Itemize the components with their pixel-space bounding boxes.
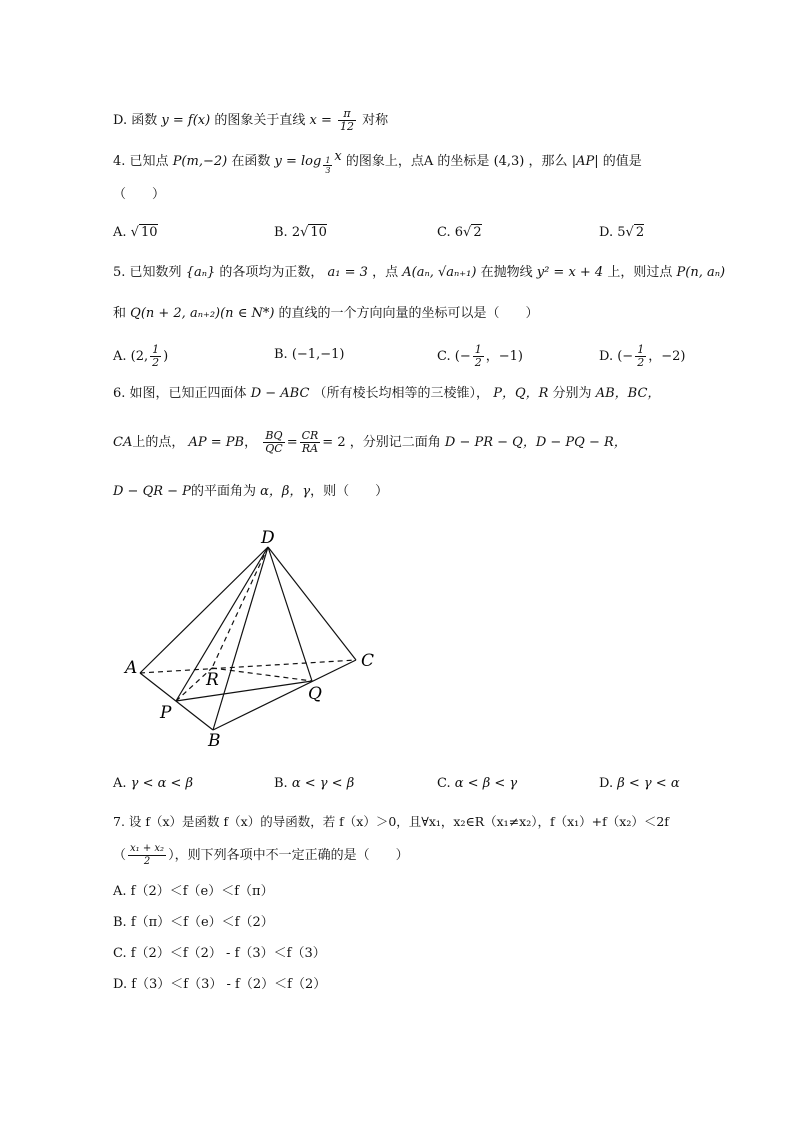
q6-opta-letter: A. (113, 776, 127, 791)
q4-func-var: x (334, 149, 342, 164)
q6-line2-d: ， (244, 435, 258, 450)
q3-optd-frac-num: π (338, 108, 356, 121)
q5-point-p: P(n, aₙ) (676, 265, 726, 280)
q4-optb-pre: 2 (291, 225, 301, 240)
label-p: P (160, 703, 172, 723)
label-a: A (125, 658, 138, 678)
q7-frac-den: 2 (143, 856, 151, 867)
q6-optd-letter: D. (599, 776, 614, 791)
label-q: Q (308, 684, 322, 704)
q6-line1-e: AB，BC， (595, 386, 661, 401)
q6-eq: = (286, 435, 298, 450)
edge-dq (268, 547, 312, 681)
q4-option-a: A. √ 10 (113, 225, 158, 240)
q5-text-d: 上，则过点 (607, 265, 673, 280)
q4-optb-rad: 10 (310, 225, 327, 240)
q4-paren: （ ） (113, 187, 166, 202)
q6-frac2 (300, 430, 321, 455)
label-d: D (261, 528, 275, 548)
q5-option-c (437, 344, 523, 369)
q3-optd-fraction (338, 108, 356, 133)
q6-optb-letter: B. (274, 776, 288, 791)
q6-line1-b: （所有棱长均相等的三棱锥）， (313, 386, 490, 401)
q4-log-den: 3 (325, 166, 331, 175)
q7-option-c: C. f（2）＜f（2） - f（3）＜f（3） (113, 946, 326, 961)
q4-option-b: B. 2√ 10 (274, 225, 327, 240)
q4-func-lhs: y = log (274, 154, 322, 169)
q6-line3-b: 的平面角为 (190, 484, 256, 499)
edge-dc (268, 547, 356, 660)
q3-option-d (113, 108, 388, 133)
q4-optc-letter: C. (437, 225, 451, 240)
q4-log-num: 1 (325, 156, 331, 165)
q7-option-d: D. f（3）＜f（3） - f（2）＜f（2） (113, 977, 327, 992)
q6-frac1-num: BQ (263, 430, 284, 443)
q4-text-b: 的图象上，点A 的坐标是 (345, 154, 490, 169)
q5-optc-num: 1 (474, 343, 482, 356)
q7-rest: ），则下列各项中不一定正确的是（ ） (168, 848, 409, 863)
q5-optd-letter: D. (599, 349, 614, 364)
q7-stem-line2 (113, 843, 409, 868)
q5-optc-pre: (− (454, 349, 471, 364)
q5-option-d (599, 344, 685, 369)
q5-optb-letter: B. (274, 347, 288, 362)
q4-optd-pre: 5 (617, 225, 626, 240)
q7-option-b: B. f（π）＜f（e）＜f（2） (113, 915, 274, 930)
q6-line1-a: 6. 如图，已知正四面体 (113, 386, 247, 401)
q6-opta-text: γ < α < β (130, 776, 194, 791)
tetrahedron-figure (120, 525, 390, 750)
q6-option-d (599, 775, 680, 793)
q3-optd-text-c: 对称 (362, 113, 389, 128)
q5-point-q: Q(n + 2, aₙ₊₂)(n ∈ N*) (130, 306, 275, 321)
q5-optd-frac (635, 344, 646, 369)
q5-number: 5. 已知数列 (113, 265, 182, 280)
q5-optc-frac (473, 344, 484, 369)
q6-line2-b: 上的点， (132, 435, 185, 450)
q4-optc-rad: 2 (473, 225, 482, 240)
q5-a1: a₁ = 3 (327, 265, 368, 280)
q6-frac1 (263, 430, 284, 455)
q5-opta-num: 1 (152, 343, 160, 356)
edge-rq (212, 668, 312, 681)
q6-frac2-den: RA (301, 442, 319, 455)
q5-optb-val: (−1,−1) (291, 347, 345, 362)
q5-opta-frac (150, 344, 161, 369)
q3-optd-func: y = f(x) (161, 113, 211, 128)
q6-frac2-num: CR (301, 429, 319, 442)
q5-stem-line2 (113, 305, 539, 323)
q4-text-d: 的值是 (602, 154, 642, 169)
q5-optd-den: 2 (637, 356, 645, 369)
q6-line2-e: ，分别记二面角 (349, 435, 441, 450)
q6-optd-text: β < γ < α (617, 776, 680, 791)
q4-point: P(m,−2) (172, 154, 228, 169)
q6-line3-d: ，则（ ） (310, 484, 389, 499)
q5-line2-b: 的直线的一个方向向量的坐标可以是（ ） (278, 306, 539, 321)
q5-optd-pre: (− (617, 349, 634, 364)
q5-opta-pre: (2, (130, 349, 149, 364)
q3-optd-text-b: 的图象关于直线 (214, 113, 306, 128)
q5-optc-post: ，−1) (485, 349, 523, 364)
label-c: C (361, 651, 375, 671)
q6-line2-f: D − PR − Q，D − PQ − R， (444, 435, 627, 450)
q6-line2-a: CA (113, 435, 133, 450)
q3-optd-x: x = (309, 113, 332, 128)
q6-option-c (437, 775, 517, 793)
q6-option-a (113, 775, 193, 793)
q6-stem-line2 (113, 430, 627, 455)
q6-line1-d: 分别为 (552, 386, 592, 401)
q6-tetra: D − ABC (250, 386, 310, 401)
q4-stem (113, 148, 642, 175)
q4-vector: |AP| (571, 154, 599, 169)
q4-optc-pre: 6 (454, 225, 464, 240)
q4-log-base (323, 156, 332, 175)
q4-optb-letter: B. (274, 225, 288, 240)
q6-line2-c: AP = PB (188, 435, 245, 450)
q3-optd-letter: D. (113, 113, 128, 128)
q5-opta-den: 2 (152, 356, 160, 369)
q7-stem-line1: 7. 设 f（x）是函数 f（x）的导函数，若 f（x）＞0，且∀x₁，x₂∈R（x₁≠x₂），f（x₁）+f（x₂）＜2f (113, 814, 669, 829)
q5-text-c: 在抛物线 (480, 265, 533, 280)
q7-option-a: A. f（2）＜f（e）＜f（π） (113, 884, 274, 899)
q6-line3-c: α，β，γ (260, 484, 311, 499)
q5-optd-num: 1 (637, 343, 645, 356)
q5-opta-letter: A. (113, 349, 127, 364)
q6-optc-text: α < β < γ (454, 776, 518, 791)
q5-optc-letter: C. (437, 349, 451, 364)
q6-frac1-den: QC (265, 442, 283, 455)
edge-ac (140, 660, 356, 673)
q4-coord: (4,3) (493, 154, 525, 169)
q6-optb-text: α < γ < β (291, 776, 355, 791)
q5-parabola: y² = x + 4 (536, 265, 604, 280)
q4-optd-letter: D. (599, 225, 614, 240)
q6-stem-line1 (113, 385, 660, 403)
label-b: B (208, 731, 221, 750)
q5-line2-a: 和 (113, 306, 127, 321)
edge-dr (212, 547, 268, 668)
q5-optd-post: ，−2) (648, 349, 686, 364)
q3-optd-text-a: 函数 (131, 113, 158, 128)
q6-line1-c: P，Q，R (493, 386, 549, 401)
q7-frac (128, 843, 166, 868)
q4-option-c: C. 6√ 2 (437, 225, 482, 240)
q5-opta-post: ) (163, 349, 169, 364)
q6-optc-letter: C. (437, 776, 451, 791)
q6-eq2: = 2 (322, 435, 346, 450)
q4-optd-rad: 2 (635, 225, 645, 240)
q4-text-a: 在函数 (231, 154, 271, 169)
q5-text-b: ，点 (372, 265, 399, 280)
q5-seq: {aₙ} (185, 265, 216, 280)
q6-stem-line3 (113, 483, 388, 501)
q3-optd-frac-den: 12 (339, 120, 354, 133)
q6-line3-a: D − QR − P (113, 484, 191, 499)
q5-optc-den: 2 (474, 356, 482, 369)
q6-option-b (274, 775, 354, 793)
q5-point-a: A(aₙ, √aₙ₊₁) (402, 265, 477, 280)
q4-opta-rad: 10 (140, 225, 158, 240)
q5-text-a: 的各项均为正数， (219, 265, 324, 280)
q5-stem-line1 (113, 264, 725, 282)
q5-option-b (274, 346, 344, 364)
q5-option-a (113, 344, 168, 369)
q4-opta-letter: A. (113, 225, 127, 240)
label-r: R (206, 670, 219, 690)
q4-number: 4. 已知点 (113, 154, 169, 169)
q7-open: （ (113, 848, 127, 863)
q4-option-d: D. 5√ 2 (599, 225, 645, 240)
q4-text-c: ，那么 (528, 154, 568, 169)
q7-frac-num: x₁ + x₂ (130, 843, 165, 854)
